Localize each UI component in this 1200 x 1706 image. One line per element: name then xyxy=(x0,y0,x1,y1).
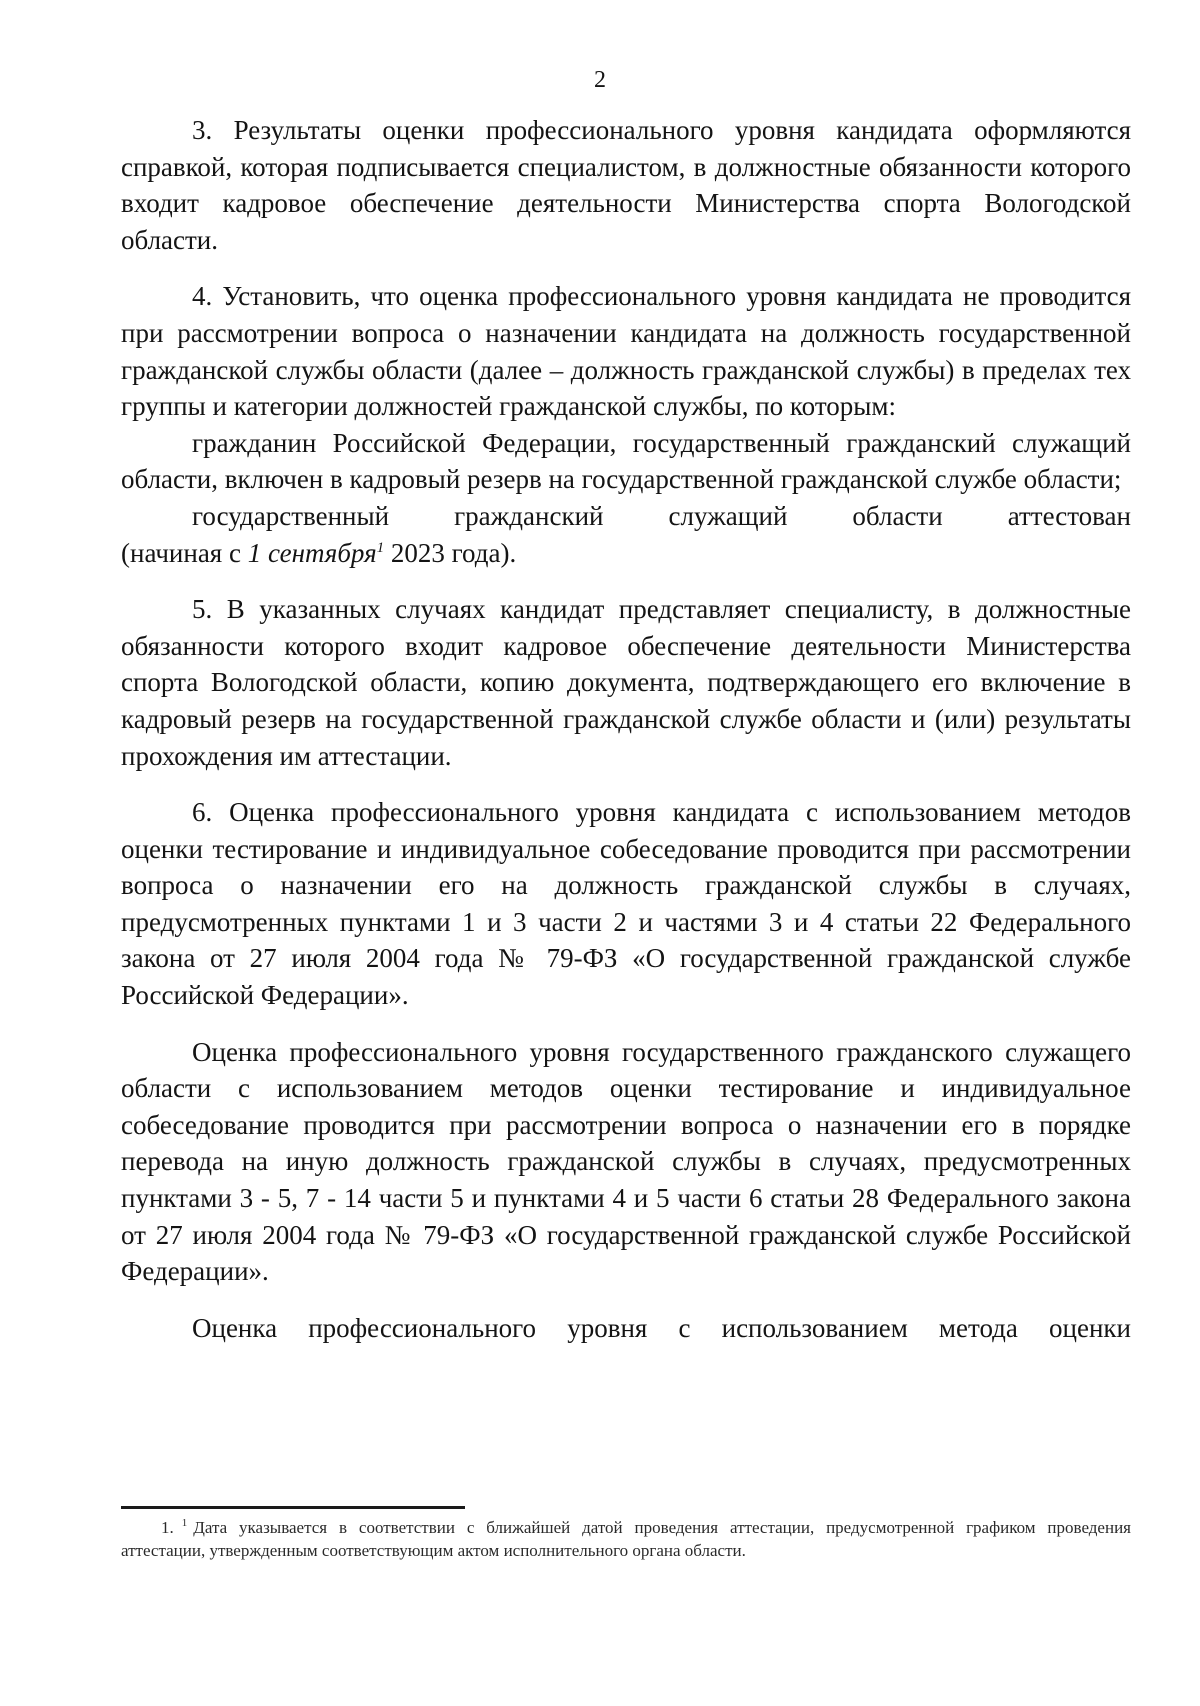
footnote-separator xyxy=(121,1506,465,1509)
paragraph-6: 6. Оценка профессионального уровня кандидата с использованием методов оценки тестирование и индивидуальное собеседование проводится при рассмотрении вопроса о назначении его на должность гражданской службы в случаях, предусмотренных пунктами 1 и 3 части 2 и частями 3 и 4 статьи 22 Федерального закона от 27 июля 2004 года № 79-ФЗ «О государственной гражданской службе Российской Федерации». xyxy=(121,797,1131,1011)
paragraph-8: Оценка профессионального уровня с использованием метода оценки xyxy=(192,1312,1131,1343)
paragraph-4-item-attested-cont xyxy=(121,535,1131,572)
document-body xyxy=(121,112,1131,1346)
paragraph-3: 3. Результаты оценки профессионального уровня кандидата оформляются справкой, которая подписывается специалистом, в должностные обязанности которого входит кадровое обеспечение деятельности Министерства спорта Вологодской области. xyxy=(121,115,1131,255)
attested-suffix: 2023 года). xyxy=(384,537,517,568)
paragraph-5: 5. В указанных случаях кандидат представляет специалисту, в должностные обязанности которого входит кадровое обеспечение деятельности Министерства спорта Вологодской области, копию документа, подтверждающего его включение в кадровый резерв на государственной гражданской службе области и (или) результаты прохождения им аттестации. xyxy=(121,594,1131,771)
paragraph-7: Оценка профессионального уровня государственного гражданского служащего области с использованием методов оценки тестирование и индивидуальное собеседование проводится при рассмотрении вопроса о назначении его в порядке перевода на иную должность гражданской службы в случаях, предусмотренных пунктами 3 - 5, 7 - 14 части 5 и пунктами 4 и 5 части 6 статьи 28 Федерального закона от 27 июля 2004 года № 79-ФЗ «О государственной гражданской службе Российской Федерации». xyxy=(121,1036,1131,1287)
footnote xyxy=(121,1516,1131,1562)
attested-date: 1 сентября xyxy=(247,537,377,568)
paragraph-4-item-attested: государственный гражданский служащий области аттестован xyxy=(192,500,1131,531)
paragraph-4: 4. Установить, что оценка профессионального уровня кандидата не проводится при рассмотрении вопроса о назначении кандидата на должность государственной гражданской службы области (далее – должность гражданской службы) в пределах тех группы и категории должностей гражданской службы, по которым: xyxy=(121,281,1131,422)
attested-prefix: (начиная с xyxy=(121,537,248,568)
footnote-number: 1. xyxy=(161,1518,174,1537)
footnote-text: Дата указывается в соответствии с ближайшей датой проведения аттестации, предусмотренной графиком проведения аттестации, утвержденным соответствующим актом исполнительного органа области. xyxy=(121,1518,1131,1560)
footnote-marker: 1 xyxy=(376,539,385,556)
page-number: 2 xyxy=(594,67,606,93)
paragraph-4-item-reserve: гражданин Российской Федерации, государственный гражданский служащий области, включен в кадровый резерв на государственной гражданской службе области; xyxy=(121,427,1131,495)
footnote-date-ref xyxy=(248,538,384,568)
footnote-mark: 1 xyxy=(181,1517,188,1530)
